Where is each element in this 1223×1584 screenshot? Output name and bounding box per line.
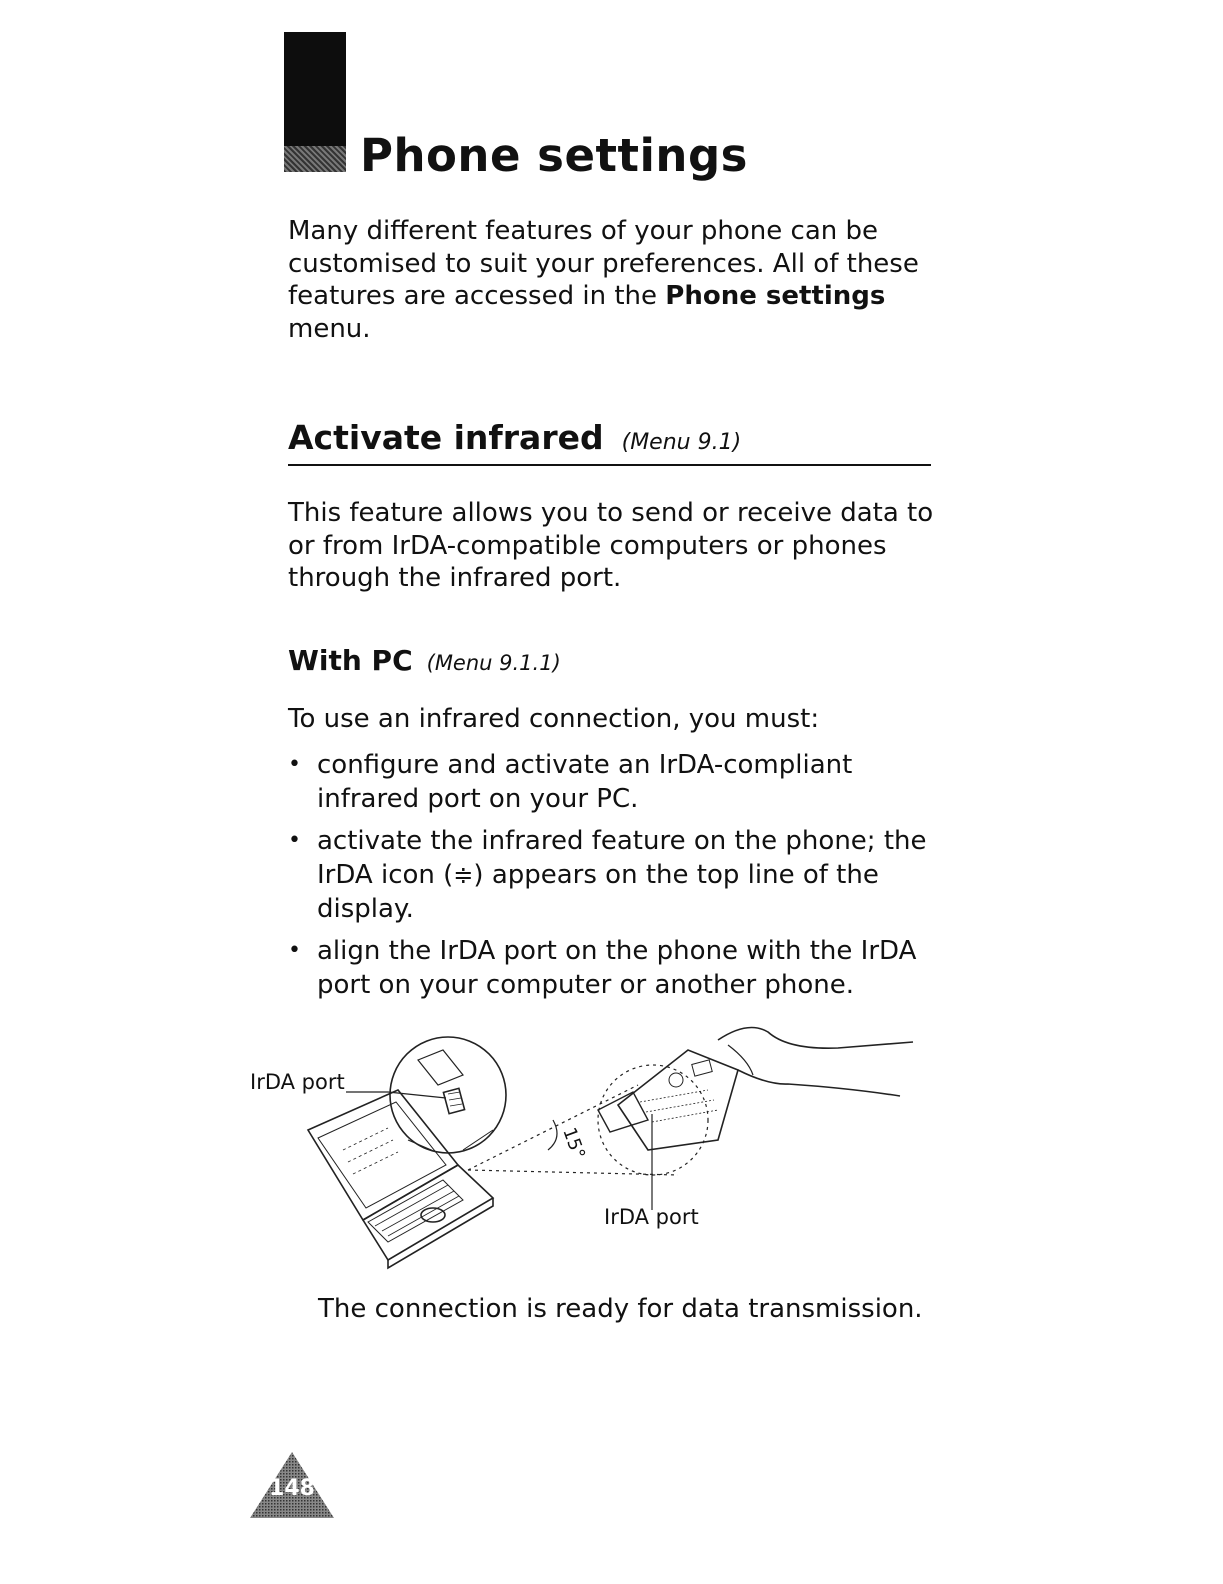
- bullet-item: [288, 934, 948, 1002]
- page-title: Phone settings: [360, 129, 748, 182]
- phone-icon: [618, 1050, 738, 1150]
- section-body: This feature allows you to send or receive data to or from IrDA-compatible computers or phones through the infrared port.: [288, 498, 934, 593]
- bullet-text: configure and activate an IrDA-compliant infrared port on your PC.: [317, 750, 853, 814]
- laptop-screen-icon: [308, 1090, 458, 1220]
- pc-irda-port-label: IrDA port: [250, 1070, 345, 1094]
- magnifier-icon: [390, 1037, 506, 1153]
- section-title: Activate infrared: [288, 418, 604, 457]
- intro-text: Many different features of your phone can be customised to suit your preferences. All of these features are accessed in the: [288, 216, 919, 311]
- bullet-text: activate the infrared feature on the phone; the IrDA icon (: [317, 826, 927, 890]
- chapter-marker: [284, 32, 346, 172]
- section-menu-ref: (Menu 9.1): [621, 430, 742, 455]
- page-number: 148: [269, 1476, 315, 1501]
- figure-caption: The connection is ready for data transmission.: [318, 1294, 923, 1324]
- beam-angle-label: 15°: [558, 1124, 589, 1162]
- irda-icon: ≑: [453, 861, 474, 889]
- bullet-item: [288, 748, 948, 816]
- subsection-menu-ref: (Menu 9.1.1): [426, 651, 561, 675]
- intro-bold-menu-name: Phone settings: [665, 281, 886, 311]
- angle-arc-icon: [548, 1120, 557, 1150]
- illustration-drawing: [248, 1010, 928, 1270]
- bullet-text: align the IrDA port on the phone with the IrDA port on your computer or another phone.: [317, 936, 917, 1000]
- intro-paragraph: [288, 215, 948, 345]
- bullet-list: [288, 748, 948, 1010]
- hand-icon: [718, 1028, 913, 1049]
- laptop-base-icon: [363, 1165, 493, 1260]
- phone-irda-port-label: IrDA port: [604, 1205, 699, 1229]
- lead-text: To use an infrared connection, you must:: [288, 704, 820, 734]
- intro-text-end: menu.: [288, 313, 371, 344]
- bullet-item: [288, 824, 948, 926]
- section-heading: [288, 418, 931, 466]
- subsection-heading: [288, 644, 561, 677]
- infrared-alignment-illustration: [248, 1010, 928, 1270]
- bullet-text-cont: ) appears on the top line of the display.: [317, 860, 879, 924]
- pc-irda-port-icon: [443, 1088, 464, 1113]
- subsection-title: With PC: [288, 644, 413, 677]
